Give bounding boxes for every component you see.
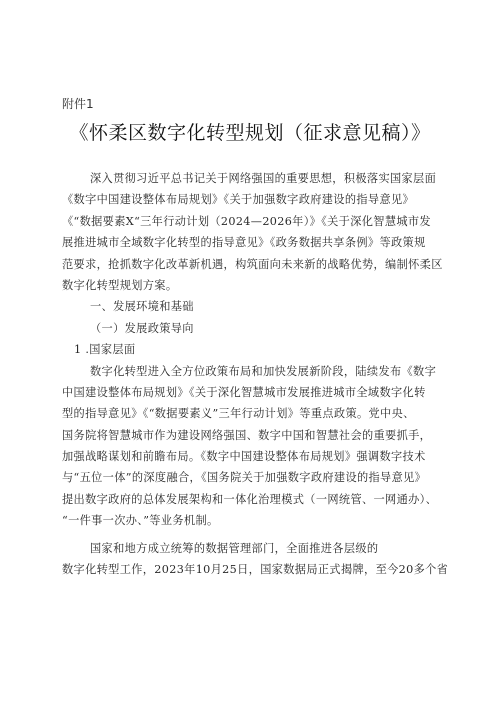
paragraph-line: “一件事一次办、”等业务机制。	[62, 514, 219, 528]
paragraph-line: 与“五位一体”的深度融合，《国务院关于加强数字政府建设的指导意见》	[62, 471, 427, 485]
paragraph-line: 加强战略谋划和前瞻布局。《数字中国建设整体布局规划》强调数字技术	[62, 450, 426, 464]
paragraph-line: 范要求，抢抓数字化改革新机遇，构筑面向未来新的战略优势，编制怀柔区	[62, 257, 443, 271]
paragraph-line: 《数字中国建设整体布局规划》《关于加强数字政府建设的指导意见》	[62, 193, 415, 207]
document-title: 《怀柔区数字化转型规划（征求意见稿）》	[69, 122, 431, 144]
paragraph-line: 数字化转型规划方案。	[62, 278, 178, 292]
document-body	[62, 168, 449, 580]
paragraph-line: 数字化转型进入全方位政策布局和加快发展新阶段，陆续发布《数字	[90, 364, 437, 378]
paragraph-line: 提出数字政府的总体发展架构和一体化治理模式（一网统管、一网通办）、	[62, 492, 438, 506]
item-heading: 1 .国家层面	[74, 343, 136, 357]
paragraph-line: 展推进城市全域数字化转型的指导意见》《政务数据共享条例》等政策规	[62, 236, 426, 250]
attachment-label: 附件1	[62, 97, 94, 111]
paragraph-line: 中国建设整体布局规划》《关于深化智慧城市发展推进城市全域数字化转	[62, 385, 426, 399]
paragraph-line: 数字化转型工作，2023年10月25日，国家数据局正式揭牌，至今20多个省	[62, 563, 449, 577]
paragraph-line: 型的指导意见》《“数据要素义”三年行动计划》等重点政策。党中央、	[62, 407, 415, 421]
subsection-heading: （一）发展政策导向	[90, 321, 194, 335]
paragraph-line: 《“数据要素X“三年行动计划（2024—2026年）》《关于深化智慧城市发	[62, 214, 431, 228]
section-heading: 一、发展环境和基础	[90, 300, 194, 314]
paragraph-line: 深入贯彻习近平总书记关于网络强国的重要思想，积极落实国家层面	[90, 172, 437, 185]
paragraph-line: 国务院将智慧城市作为建设网络强国、数字中国和智慧社会的重要抓手，	[62, 428, 432, 442]
paragraph-line: 国家和地方成立统筹的数据管理部门，全面推进各层级的	[90, 541, 379, 555]
